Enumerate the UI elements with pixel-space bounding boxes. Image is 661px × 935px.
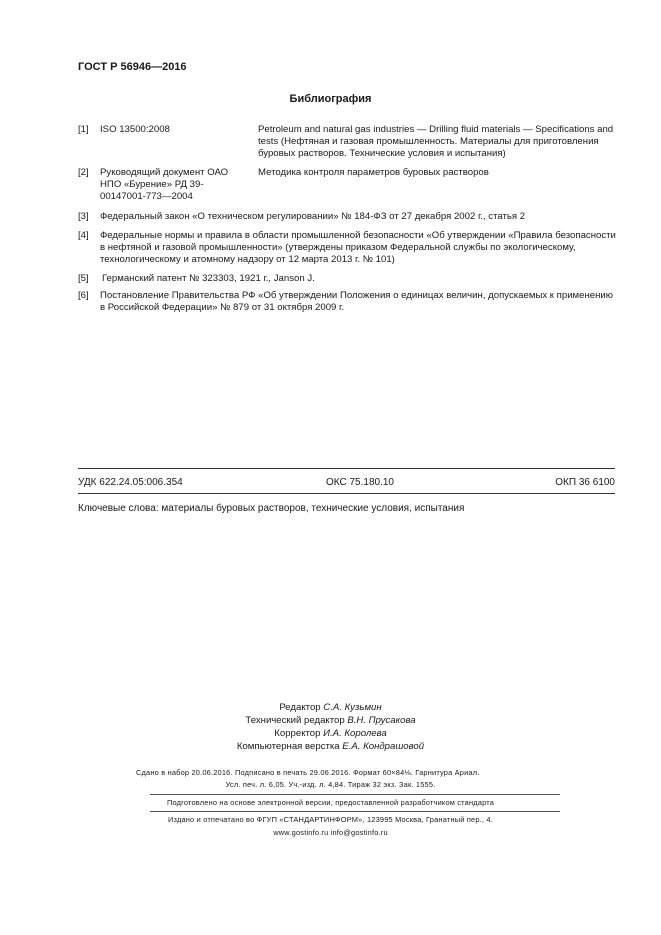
udk-code: УДК 622.24.05:006.354	[78, 477, 183, 488]
divider-top	[78, 468, 615, 469]
credit-line	[0, 741, 661, 752]
reference-number: [3]	[78, 211, 89, 222]
reference-number: [1]	[78, 124, 89, 135]
document-header: ГОСТ Р 56946—2016	[78, 61, 187, 73]
credit-role: Технический редактор	[245, 715, 345, 726]
imprint-divider-2	[150, 811, 560, 812]
imprint-divider-1	[150, 794, 560, 795]
credit-name: С.А. Кузьмин	[323, 702, 382, 713]
credit-role: Редактор	[279, 702, 321, 713]
imprint-publisher: Издано и отпечатано во ФГУП «СТАНДАРТИНФОРМ», 123995 Москва, Гранатный пер., 4.	[168, 815, 493, 824]
section-title: Библиография	[289, 93, 372, 105]
credit-line	[0, 702, 661, 713]
reference-text: Федеральные нормы и правила в области промышленной безопасности «Об утверждении «Правила безопасности в нефтяной и газовой промышленности» (утверждены приказом Федеральной службы по экологическому, технологическому и атомному надзору от 12 марта 2013 г. № 101)	[100, 230, 616, 265]
reference-description: Методика контроля параметров буровых растворов	[258, 167, 489, 178]
divider-bottom	[78, 493, 615, 494]
reference-number: [6]	[78, 290, 89, 301]
credit-name: В.Н. Прусакова	[347, 715, 416, 726]
imprint-source-note: Подготовлено на основе электронной версии, предоставленной разработчиком стандарта	[166, 798, 495, 807]
credit-name: Е.А. Кондрашовой	[342, 741, 425, 752]
credit-line	[0, 715, 661, 726]
reference-item	[78, 124, 618, 164]
reference-text: Германский патент № 323303, 1921 г., Janson J.	[102, 273, 315, 284]
reference-item	[78, 167, 618, 205]
credit-line	[0, 728, 661, 739]
reference-text: Федеральный закон «О техническом регулировании» № 184-ФЗ от 27 декабря 2002 г., статья 2	[100, 211, 526, 222]
reference-id: ISO 13500:2008	[100, 124, 170, 135]
keywords: Ключевые слова: материалы буровых растворов, технические условия, испытания	[78, 503, 465, 514]
reference-text: Постановление Правительства РФ «Об утверждении Положения о единицах величин, допускаемых к применению в Российской Федерации» № 879 от 31 октября 2009 г.	[100, 290, 613, 313]
imprint-print-details: Сдано в набор 20.06.2016. Подписано в печать 29.06.2016. Формат 60×84⅛. Гарнитура Ариал.	[136, 768, 480, 777]
credit-role: Корректор	[274, 728, 321, 739]
reference-number: [2]	[78, 167, 89, 178]
reference-number: [4]	[78, 230, 89, 241]
reference-number: [5]	[78, 273, 89, 284]
reference-description: Petroleum and natural gas industries — Drilling fluid materials — Specifications and tests (Нефтяная и газовая промышленность. Материалы для приготовления буровых растворов. Технические условия и испытания)	[258, 124, 614, 159]
okp-code: ОКП 36 6100	[555, 477, 615, 488]
credit-role: Компьютерная верстка	[236, 741, 340, 752]
oks-code: ОКС 75.180.10	[326, 477, 394, 488]
imprint-contacts: www.gostinfo.ru info@gostinfo.ru	[273, 828, 388, 837]
credit-name: И.А. Королева	[323, 728, 387, 739]
imprint-volume: Усл. печ. л. 6,05. Уч.-изд. л. 4,84. Тираж 32 экз. Зак. 1555.	[225, 780, 436, 789]
reference-id: Руководящий документ ОАО НПО «Бурение» РД 39-00147001-773—2004	[100, 167, 229, 202]
